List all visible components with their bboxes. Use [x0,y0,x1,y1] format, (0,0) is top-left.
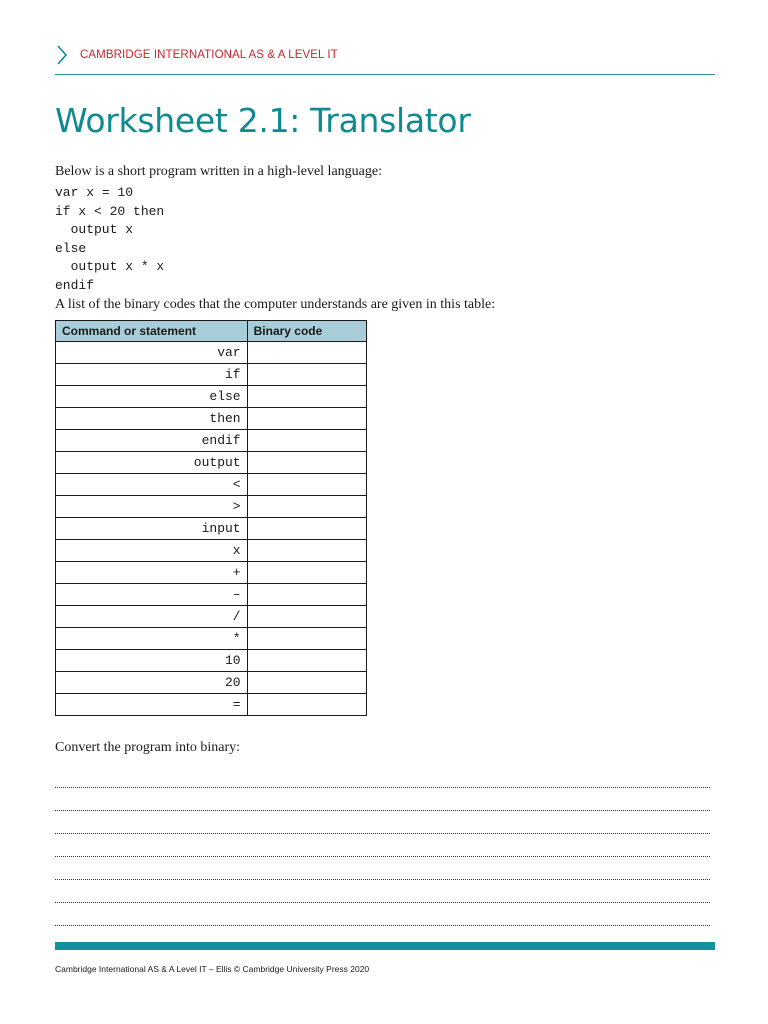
answer-line[interactable] [55,834,710,857]
code-line: endif [55,277,95,293]
table-row [56,540,367,562]
binary-code-cell[interactable] [247,386,366,408]
binary-code-cell[interactable] [247,496,366,518]
table-row [56,606,367,628]
command-cell: / [56,606,248,628]
code-line: output x [55,222,134,237]
binary-code-cell[interactable] [247,540,366,562]
binary-code-cell[interactable] [247,452,366,474]
convert-prompt: Convert the program into binary: [55,740,241,755]
column-header-binary: Binary code [247,321,366,342]
command-cell: + [56,562,248,584]
binary-code-cell[interactable] [247,364,366,386]
worksheet-title: Worksheet 2.1: Translator [55,101,471,140]
table-row [56,474,367,496]
command-cell: – [56,584,248,606]
command-cell: 10 [56,650,248,672]
command-cell: * [56,628,248,650]
binary-code-cell[interactable] [247,650,366,672]
command-cell: 20 [56,672,248,694]
series-title: CAMBRIDGE INTERNATIONAL AS & A LEVEL IT [80,49,338,61]
binary-code-cell[interactable] [247,562,366,584]
table-row [56,650,367,672]
answer-line[interactable] [55,811,710,834]
table-row [56,452,367,474]
binary-code-cell[interactable] [247,518,366,540]
code-line: else [55,240,87,256]
command-cell: var [56,342,248,364]
binary-code-cell[interactable] [247,628,366,650]
answer-line[interactable] [55,765,710,788]
binary-code-cell[interactable] [247,342,366,364]
binary-code-cell[interactable] [247,584,366,606]
footer-text: Cambridge International AS & A Level IT – Ellis © Cambridge University Press 2020 [55,964,370,974]
footer-bar [55,942,715,950]
command-cell: output [56,452,248,474]
column-header-command: Command or statement [56,321,248,342]
answer-line[interactable] [55,788,710,811]
command-cell: else [56,386,248,408]
table-row [56,496,367,518]
table-row [56,386,367,408]
binary-code-cell[interactable] [247,408,366,430]
binary-code-cell[interactable] [247,694,366,716]
table-row [56,584,367,606]
binary-code-cell[interactable] [247,606,366,628]
command-cell: if [56,364,248,386]
command-cell: > [56,496,248,518]
command-cell: < [56,474,248,496]
table-header-row [56,321,367,342]
code-line: if x < 20 then [55,203,165,219]
binary-code-cell[interactable] [247,430,366,452]
answer-line[interactable] [55,880,710,903]
command-cell: x [56,540,248,562]
table-row [56,694,367,716]
table-row [56,364,367,386]
table-row [56,342,367,364]
command-cell: input [56,518,248,540]
code-line: var x = 10 [55,185,134,200]
table-row [56,562,367,584]
answer-line[interactable] [55,903,710,926]
intro-text: Below is a short program written in a high-level language: [55,164,382,179]
command-cell: endif [56,430,248,452]
answer-line[interactable] [55,857,710,880]
table-row [56,628,367,650]
page-header [55,44,715,75]
table-row [56,430,367,452]
binary-code-cell[interactable] [247,672,366,694]
binary-codes-table [55,320,367,716]
table-row [56,518,367,540]
command-cell: then [56,408,248,430]
table-row [56,672,367,694]
code-line: output x * x [55,259,165,274]
answer-area[interactable] [55,765,710,926]
table-row [56,408,367,430]
program-code [55,184,164,295]
table-intro-text: A list of the binary codes that the computer understands are given in this table: [55,297,496,312]
chevron-right-icon [55,44,69,66]
command-cell: = [56,694,248,716]
binary-code-cell[interactable] [247,474,366,496]
